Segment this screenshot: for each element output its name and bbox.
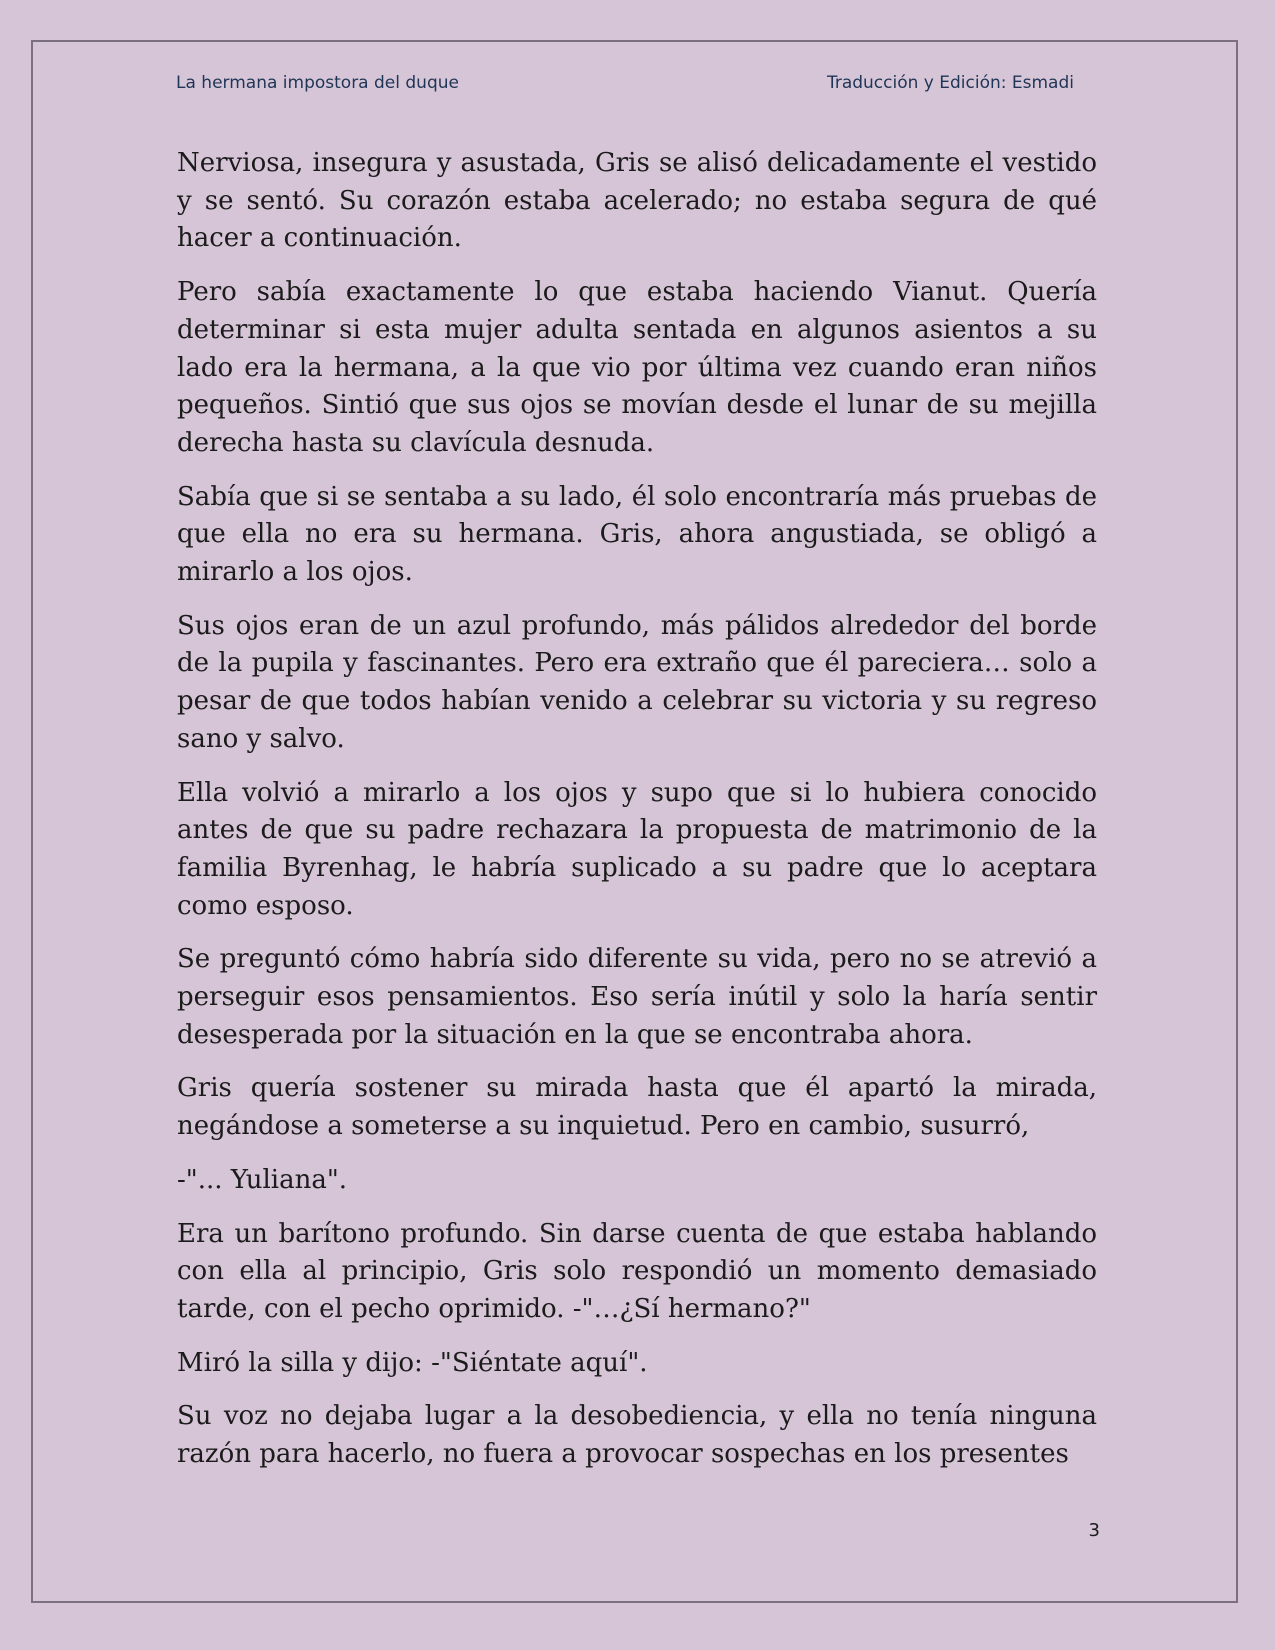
running-header bbox=[176, 73, 1074, 99]
book-title: La hermana impostora del duque bbox=[176, 73, 459, 93]
page-body bbox=[177, 145, 1097, 1490]
paragraph: Se preguntó cómo habría sido diferente su vida, pero no se atrevió a perseguir esos pensamientos. Eso sería inútil y solo la haría sentir desesperada por la situación en la que se encontraba ahora. bbox=[177, 944, 1097, 1050]
paragraph: Miró la silla y dijo: -"Siéntate aquí". bbox=[177, 1347, 648, 1378]
paragraph: Pero sabía exactamente lo que estaba haciendo Vianut. Quería determinar si esta mujer adulta sentada en algunos asientos a su lado era la hermana, a la que vio por última vez cuando eran niños pequeños. Sintió que sus ojos se movían desde el lunar de su mejilla derecha hasta su clavícula desnuda. bbox=[177, 277, 1097, 458]
paragraph: Sabía que si se sentaba a su lado, él solo encontraría más pruebas de que ella no era su hermana. Gris, ahora angustiada, se obligó a mirarlo a los ojos. bbox=[177, 481, 1097, 588]
paragraph: Ella volvió a mirarlo a los ojos y supo que si lo hubiera conocido antes de que su padre rechazara la propuesta de matrimonio de la familia Byrenhag, le habría suplicado a su padre que lo aceptara como esposo. bbox=[177, 777, 1097, 921]
paragraph: Nerviosa, insegura y asustada, Gris se alisó delicadamente el vestido y se sentó. Su corazón estaba acelerado; no estaba segura de qué hacer a continuación. bbox=[177, 148, 1097, 254]
paragraph: Gris quería sostener su mirada hasta que él apartó la mirada, negándose a someterse a su inquietud. Pero en cambio, susurró, bbox=[177, 1073, 1097, 1142]
paragraph: Era un barítono profundo. Sin darse cuenta de que estaba hablando con ella al principio, Gris solo respondió un momento demasiado tarde, con el pecho oprimido. -"…¿Sí hermano?" bbox=[177, 1218, 1097, 1324]
translation-credits: Traducción y Edición: Esmadi bbox=[826, 73, 1074, 93]
paragraph: Su voz no dejaba lugar a la desobediencia, y ella no tenía ninguna razón para hacerlo, no fuera a provocar sospechas en los presentes bbox=[177, 1401, 1097, 1470]
page-number: 3 bbox=[1088, 1520, 1100, 1541]
dialogue-line: -"... Yuliana". bbox=[177, 1164, 348, 1195]
paragraph: Sus ojos eran de un azul profundo, más pálidos alrededor del borde de la pupila y fascinantes. Pero era extraño que él pareciera… solo a pesar de que todos habían venido a celebrar su victoria y su regreso sano y salvo. bbox=[177, 610, 1097, 754]
